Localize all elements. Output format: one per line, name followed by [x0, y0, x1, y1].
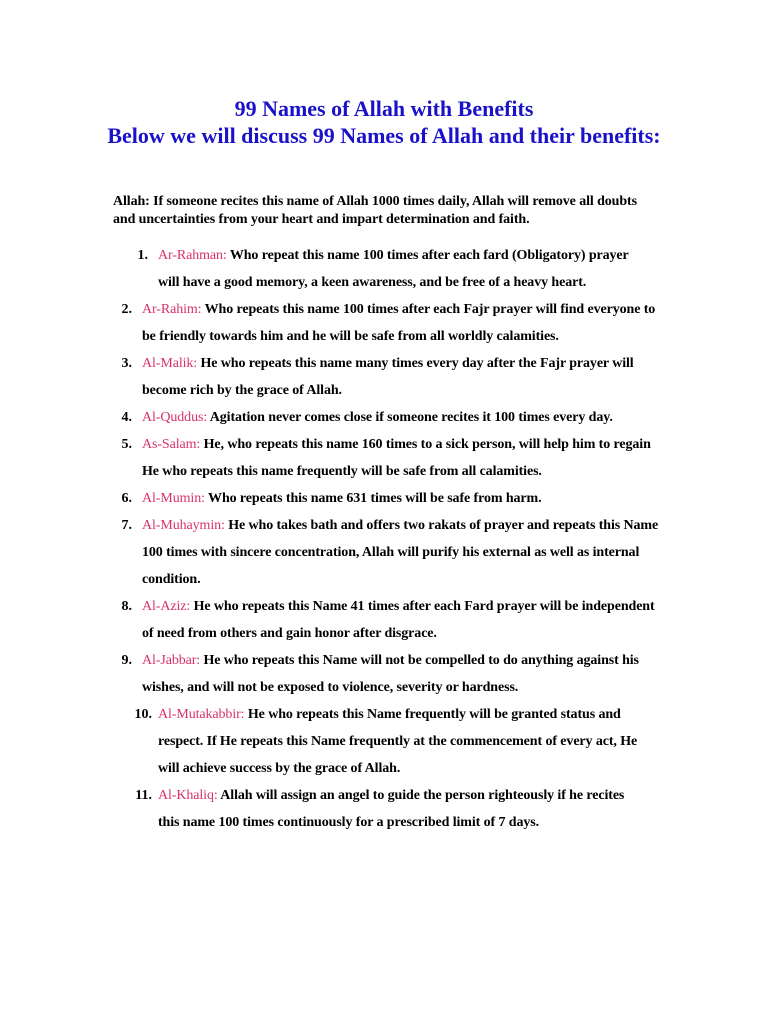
allah-name: Al-Mutakabbir: — [158, 707, 245, 722]
allah-name: Al-Khaliq: — [158, 788, 218, 803]
list-item-text — [142, 485, 660, 512]
allah-name: Al-Quddus: — [142, 410, 208, 425]
benefit-text: He, who repeats this name 160 times to a sick person, will help him to regain He who repeats this name frequently will be safe from all calamities. — [142, 437, 651, 479]
list-item — [0, 593, 768, 647]
list-item-text — [142, 350, 660, 404]
list-item-number: 4. — [121, 410, 132, 425]
list-item-text — [142, 296, 660, 350]
list-item-text — [158, 782, 648, 836]
list-item — [0, 404, 768, 431]
list-item-number: 8. — [121, 599, 132, 614]
page-title: 99 Names of Allah with Benefits — [234, 96, 534, 121]
benefit-text: He who repeats this Name 41 times after each Fard prayer will be independent of need from others and gain honor after disgrace. — [142, 599, 655, 641]
allah-name: Al-Malik: — [142, 356, 198, 371]
list-item-number: 9. — [121, 653, 132, 668]
allah-name: Al-Jabbar: — [142, 653, 201, 668]
list-item — [0, 242, 768, 296]
benefit-text: He who repeats this Name frequently will be granted status and respect. If He repeats this Name frequently at the commencement of every act, He will achieve success by the grace of Allah. — [158, 707, 638, 776]
list-item-text — [142, 647, 660, 701]
allah-name: Ar-Rahim: — [142, 302, 202, 317]
benefit-text: Allah will assign an angel to guide the person righteously if he recites this name 100 times continuously for a prescribed limit of 7 days. — [158, 788, 625, 830]
list-item-text — [142, 431, 660, 485]
list-item-number: 5. — [121, 437, 132, 452]
list-item — [0, 485, 768, 512]
intro-paragraph: Allah: If someone recites this name of Allah 1000 times daily, Allah will remove all doubts and uncertainties from your heart and impart determination and faith. — [113, 194, 637, 227]
allah-name: Al-Aziz: — [142, 599, 191, 614]
list-item-text — [158, 701, 648, 782]
benefit-text: He who takes bath and offers two rakats of prayer and repeats this Name 100 times with sincere concentration, Allah will purify his external as well as internal condition. — [142, 518, 659, 587]
list-item-text — [142, 512, 660, 593]
benefit-text: Who repeats this name 631 times will be safe from harm. — [204, 491, 542, 506]
list-item — [0, 350, 768, 404]
list-item — [0, 431, 768, 485]
list-item-number: 1. — [137, 248, 148, 263]
list-item-text — [142, 593, 660, 647]
list-item — [0, 701, 768, 782]
list-item-number: 6. — [121, 491, 132, 506]
list-item-text — [142, 404, 660, 431]
list-item — [0, 647, 768, 701]
list-item-number: 2. — [121, 302, 132, 317]
list-item — [0, 512, 768, 593]
allah-name: Ar-Rahman: — [158, 248, 227, 263]
page-subtitle: Below we will discuss 99 Names of Allah and their benefits: — [107, 123, 661, 148]
list-item-number: 3. — [121, 356, 132, 371]
benefit-text: He who repeats this name many times every day after the Fajr prayer will become rich by the grace of Allah. — [142, 356, 634, 398]
benefit-text: Who repeat this name 100 times after each fard (Obligatory) prayer will have a good memory, a keen awareness, and be free of a heavy heart. — [158, 248, 629, 290]
allah-name: As-Salam: — [142, 437, 201, 452]
list-item — [0, 782, 768, 836]
benefit-text: Agitation never comes close if someone recites it 100 times every day. — [207, 410, 613, 425]
list-item — [0, 296, 768, 350]
names-list — [0, 242, 768, 836]
benefit-text: Who repeats this name 100 times after each Fajr prayer will find everyone to be friendly towards him and he will be safe from all worldly calamities. — [142, 302, 656, 344]
allah-name: Al-Muhaymin: — [142, 518, 225, 533]
list-item-number: 10. — [134, 707, 152, 722]
allah-name: Al-Mumin: — [142, 491, 205, 506]
list-item-number: 7. — [121, 518, 132, 533]
benefit-text: He who repeats this Name will not be compelled to do anything against his wishes, and will not be exposed to violence, severity or hardness. — [142, 653, 639, 695]
list-item-text — [158, 242, 648, 296]
list-item-number: 11. — [135, 788, 152, 803]
